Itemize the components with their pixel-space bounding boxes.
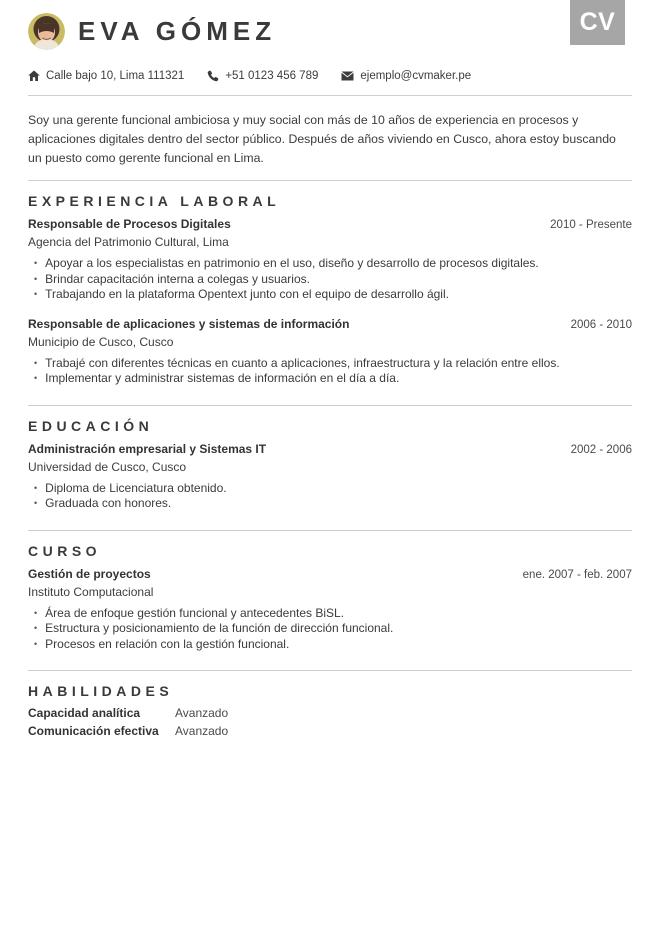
skill-label: Comunicación efectiva — [28, 724, 159, 738]
section-heading-habilidades: HABILIDADES — [28, 683, 174, 699]
bullet-item — [28, 481, 632, 497]
entry-title: Responsable de aplicaciones y sistemas de información — [28, 316, 350, 331]
bullet-dot: • — [34, 289, 38, 299]
contact-email — [341, 70, 471, 82]
skill-row — [28, 706, 632, 724]
bullet-dot: • — [34, 638, 38, 649]
avatar-photo — [28, 13, 65, 50]
entry-title: Responsable de Procesos Digitales — [28, 217, 231, 231]
education-entry — [28, 442, 632, 518]
bullet-dot: • — [34, 258, 38, 268]
entry-head — [28, 317, 632, 333]
bullet-item — [28, 371, 632, 387]
bullet-item — [28, 287, 632, 303]
entry-subtitle: Agencia del Patrimonio Cultural, Lima — [28, 235, 229, 249]
divider — [28, 530, 632, 531]
bullet-item — [28, 496, 632, 512]
bullet-list — [28, 606, 632, 657]
entry-subtitle: Universidad de Cusco, Cusco — [28, 459, 187, 474]
entry-subtitle: Instituto Computacional — [28, 584, 154, 599]
email-icon — [341, 71, 354, 81]
summary-text: Soy una gerente funcional ambiciosa y muy social con más de 10 años de experiencia en procesos y aplicaciones digitales dentro del sector público. Después de años viviendo en Cusco, ahora estoy buscando un puesto como gerente funcional en Lima. — [28, 113, 616, 165]
contact-phone — [207, 70, 318, 82]
bullet-list — [28, 356, 632, 391]
bullet-dot: • — [34, 273, 38, 284]
entry-date: 2010 - Presente — [550, 219, 632, 231]
home-icon — [28, 70, 40, 82]
avatar — [28, 13, 65, 50]
entry-date: 2006 - 2010 — [570, 318, 632, 331]
bullet-text: Área de enfoque gestión funcional y antecedentes BiSL. — [45, 605, 345, 620]
cv-logo: CV — [570, 0, 625, 45]
skill-level: Avanzado — [175, 706, 229, 720]
bullet-dot: • — [34, 482, 38, 493]
bullet-item — [28, 256, 632, 272]
experience-entry — [28, 317, 632, 393]
divider — [28, 180, 632, 181]
header — [28, 0, 632, 50]
bullet-item — [28, 356, 632, 372]
bullet-dot: • — [34, 623, 38, 633]
candidate-name: EVA GÓMEZ — [78, 16, 277, 46]
bullet-text: Graduada con honores. — [45, 496, 172, 510]
bullet-list — [28, 481, 632, 516]
bullet-dot: • — [34, 607, 38, 618]
course-entry — [28, 567, 632, 659]
bullet-list — [28, 256, 632, 307]
skill-label: Capacidad analítica — [28, 706, 141, 720]
experience-entry — [28, 217, 632, 309]
bullet-dot: • — [34, 357, 38, 368]
divider — [28, 405, 632, 406]
divider — [28, 95, 632, 96]
entry-title: Gestión de proyectos — [28, 566, 151, 581]
bullet-item — [28, 621, 632, 637]
contact-address-text: Calle bajo 10, Lima 111321 — [46, 70, 185, 82]
bullet-text: Brindar capacitación interna a colegas y usuarios. — [45, 271, 310, 286]
skill-level: Avanzado — [175, 724, 229, 738]
section-heading-curso: CURSO — [28, 542, 102, 559]
bullet-text: Estructura y posicionamiento de la función de dirección funcional. — [45, 621, 394, 635]
bullet-text: Diploma de Licenciatura obtenido. — [45, 480, 227, 495]
skills-list — [28, 706, 632, 742]
bullet-text: Trabajé con diferentes técnicas en cuanto a aplicaciones, infraestructura y la relación entre ellos. — [45, 355, 560, 370]
entry-head — [28, 567, 632, 583]
skill-row — [28, 724, 632, 742]
entry-head — [28, 442, 632, 458]
bullet-item — [28, 637, 632, 653]
contact-row — [28, 70, 632, 82]
contact-phone-text: +51 0123 456 789 — [225, 70, 319, 82]
entry-date: ene. 2007 - feb. 2007 — [522, 568, 632, 581]
entry-title: Administración empresarial y Sistemas IT — [28, 441, 267, 456]
entry-subtitle: Municipio de Cusco, Cusco — [28, 334, 174, 349]
bullet-text: Procesos en relación con la gestión funcional. — [45, 636, 290, 651]
contact-email-text: ejemplo@cvmaker.pe — [360, 70, 472, 82]
bullet-dot: • — [34, 373, 38, 383]
contact-address — [28, 70, 184, 82]
bullet-text: Trabajando en la plataforma Opentext junto con el equipo de desarrollo ágil. — [45, 287, 449, 301]
phone-icon — [207, 70, 219, 82]
bullet-text: Apoyar a los especialistas en patrimonio en el uso, diseño y desarrollo de procesos digitales. — [45, 256, 539, 270]
bullet-item — [28, 606, 632, 622]
entry-head — [28, 217, 632, 233]
section-heading-educacion: EDUCACIÓN — [28, 417, 154, 434]
section-heading-experiencia: EXPERIENCIA LABORAL — [28, 193, 281, 209]
bullet-item — [28, 272, 632, 288]
bullet-dot: • — [34, 498, 38, 508]
entry-date: 2002 - 2006 — [570, 443, 632, 456]
divider — [28, 670, 632, 671]
bullet-text: Implementar y administrar sistemas de información en el día a día. — [45, 371, 400, 385]
